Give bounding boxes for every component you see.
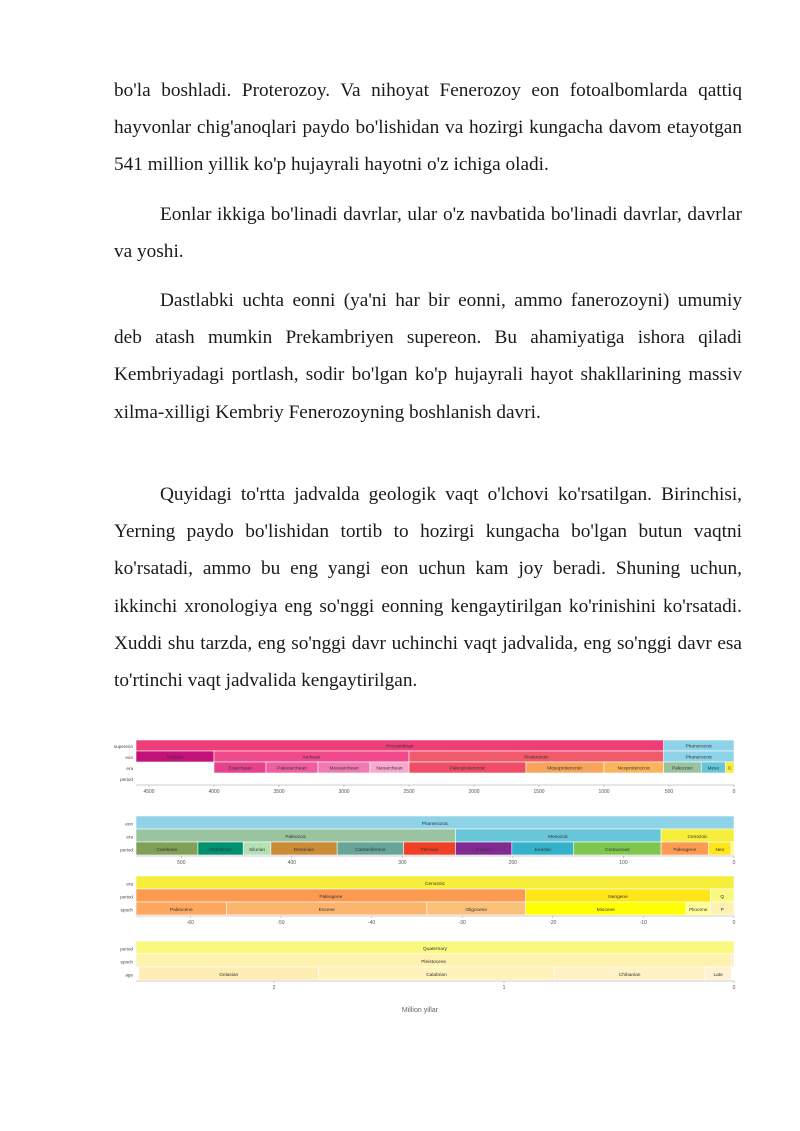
row-label: period xyxy=(120,894,133,900)
tick-label: 100 xyxy=(619,860,628,866)
tick-label: -10 xyxy=(639,920,648,926)
band-label: Q xyxy=(720,894,725,900)
row-label: age xyxy=(125,972,133,978)
band-label: Meso xyxy=(707,766,720,772)
tick-label: 400 xyxy=(287,860,297,866)
row-label: epoch xyxy=(120,907,133,913)
paragraph-2: Eonlar ikkiga bo'linadi davrlar, ular o'z navbatida bo'linadi davrlar, davrlar va yoshi. xyxy=(114,204,742,263)
band-label: Hadean xyxy=(166,755,184,761)
band-label: P xyxy=(720,907,724,913)
band-label: Permian xyxy=(420,847,439,853)
band-label: Paleogene xyxy=(319,894,343,900)
band-label: Mesozoic xyxy=(548,834,569,840)
band-label: Miocene xyxy=(596,907,615,913)
band-label: Neoarchean xyxy=(376,766,403,772)
band-label: Chibanian xyxy=(618,972,641,978)
band-label: Cenozoic xyxy=(687,834,708,840)
band-label: Paleozoic xyxy=(672,766,693,772)
tick-label: 0 xyxy=(732,860,736,866)
row-label: period xyxy=(120,776,133,782)
band-label: Triassic xyxy=(475,847,492,853)
tick-label: -20 xyxy=(549,920,557,926)
tick-label: 300 xyxy=(398,860,407,866)
band-label: Mesoarchean xyxy=(329,766,359,772)
tick-label: -40 xyxy=(367,920,376,926)
row-label: era xyxy=(126,765,133,771)
timescale-band xyxy=(731,842,734,855)
row-label: period xyxy=(120,847,133,853)
band-label: Late xyxy=(713,972,723,978)
row-label: period xyxy=(120,946,133,952)
band-label: Calabrian xyxy=(426,972,447,978)
tick-label: 4500 xyxy=(143,789,155,795)
timescale-band xyxy=(734,902,735,915)
row-label: era xyxy=(126,881,133,887)
row-label: era xyxy=(126,834,133,840)
band-label: Neogene xyxy=(608,894,628,900)
tick-label: 1500 xyxy=(533,789,545,795)
band-label: Quaternary xyxy=(423,946,447,952)
tick-label: 0 xyxy=(732,789,736,795)
band-label: Paleoproterozoic xyxy=(449,766,486,772)
band-label: Carboniferous xyxy=(355,847,386,853)
tick-label: 2 xyxy=(272,985,276,991)
band-label: Neo xyxy=(715,847,725,853)
band-label: Phanerozoic xyxy=(421,821,449,827)
tick-label: 500 xyxy=(177,860,186,866)
timescale-svg xyxy=(104,736,744,1018)
band-label: Oligocene xyxy=(465,907,488,913)
row-label: epoch xyxy=(120,959,133,965)
paragraph-4: Quyidagi to'rtta jadvalda geologik vaqt o'lchovi ko'rsatilgan. Birinchisi, Yerning paydo bo'lishidan tortib to hozirgi kungacha bo'lgan butun vaqtni ko'rsatadi, ammo bu eng yangi eon uchun kam joy beradi. Shuning uchun, ikkinchi xronologiya eng so'nggi eonning kengaytirilgan ko'rinishini ko'rsatadi. Xuddi shu tarzda, eng so'nggi davr uchinchi vaqt jadvalida, eng so'nggi davr esa to'rtinchi vaqt jadvalida kengaytirilgan. xyxy=(114,484,742,692)
band-label: Archean xyxy=(302,755,321,761)
band-label: C xyxy=(727,766,732,772)
band-label: Cenozoic xyxy=(425,881,445,887)
row-label: eon xyxy=(125,754,133,760)
band-label: Paleogene xyxy=(673,847,697,853)
tick-label: 2000 xyxy=(468,789,480,795)
band-label: Silurian xyxy=(249,847,266,853)
band-label: Cretaceous xyxy=(605,847,630,853)
band-label: Proterozoic xyxy=(524,755,549,761)
tick-label: 1 xyxy=(502,985,506,991)
tick-label: 500 xyxy=(664,789,674,795)
band-label: Cambrian xyxy=(156,847,178,853)
geologic-timescale-figure xyxy=(104,736,744,1018)
band-label: Paleoarchean xyxy=(277,766,307,772)
tick-label: 0 xyxy=(732,985,736,991)
band-label: Precambrian xyxy=(386,744,414,750)
x-axis-label: Million yillar xyxy=(401,1007,439,1014)
paragraph-3: Dastlabki uchta eonni (ya'ni har bir eonni, ammo fanerozoyni) umumiy deb atash mumkin Prekambriyen supereon. Bu ahamiyatiga ishora qiladi Kembriyadagi portlash, sodir bo'lgan ko'p hujayrali hayot shakllarining massiv xilma-xilligi Kembriy Fenerozoyning boshlanish davri. xyxy=(114,290,742,423)
band-label: Ordovician xyxy=(209,847,233,853)
tick-label: 0 xyxy=(732,920,736,926)
band-label: Paleozoic xyxy=(285,834,307,840)
tick-label: 200 xyxy=(508,860,518,866)
band-label: Mesoproterozoic xyxy=(547,766,583,772)
band-label: Devonian xyxy=(293,847,315,853)
tick-label: -30 xyxy=(458,920,466,926)
band-label: Phanerozoic xyxy=(685,744,713,750)
band-label: Gelasian xyxy=(219,972,239,978)
band-label: Jurassic xyxy=(533,847,552,853)
row-label: eon xyxy=(125,821,133,827)
band-label: Pleistocene xyxy=(421,959,447,965)
tick-label: 1000 xyxy=(598,789,610,795)
tick-label: -50 xyxy=(277,920,285,926)
band-label: Eoarchean xyxy=(228,766,252,772)
band-label: Phanerozoic xyxy=(685,755,713,761)
paragraph-1: bo'la boshladi. Proterozoy. Va nihoyat Fenerozoy eon fotoalbomlarda qattiq hayvonlar chig'anoqlari paydo bo'lishidan va hozirgi kungacha davom etayotgan 541 million yillik ko'p hujayrali hayotni o'z ichiga oladi. xyxy=(114,80,742,176)
tick-label: 2500 xyxy=(403,789,415,795)
tick-label: -60 xyxy=(186,920,194,926)
row-label: supereon xyxy=(113,743,133,749)
band-label: Eocene xyxy=(318,907,335,913)
timescale-band xyxy=(731,954,734,967)
band-label: Neoproterozoic xyxy=(617,766,651,772)
tick-label: 4000 xyxy=(208,789,220,795)
band-label: Paleocene xyxy=(169,907,193,913)
tick-label: 3000 xyxy=(338,789,350,795)
tick-label: 3500 xyxy=(273,789,285,795)
band-label: Pliocene xyxy=(689,907,708,913)
